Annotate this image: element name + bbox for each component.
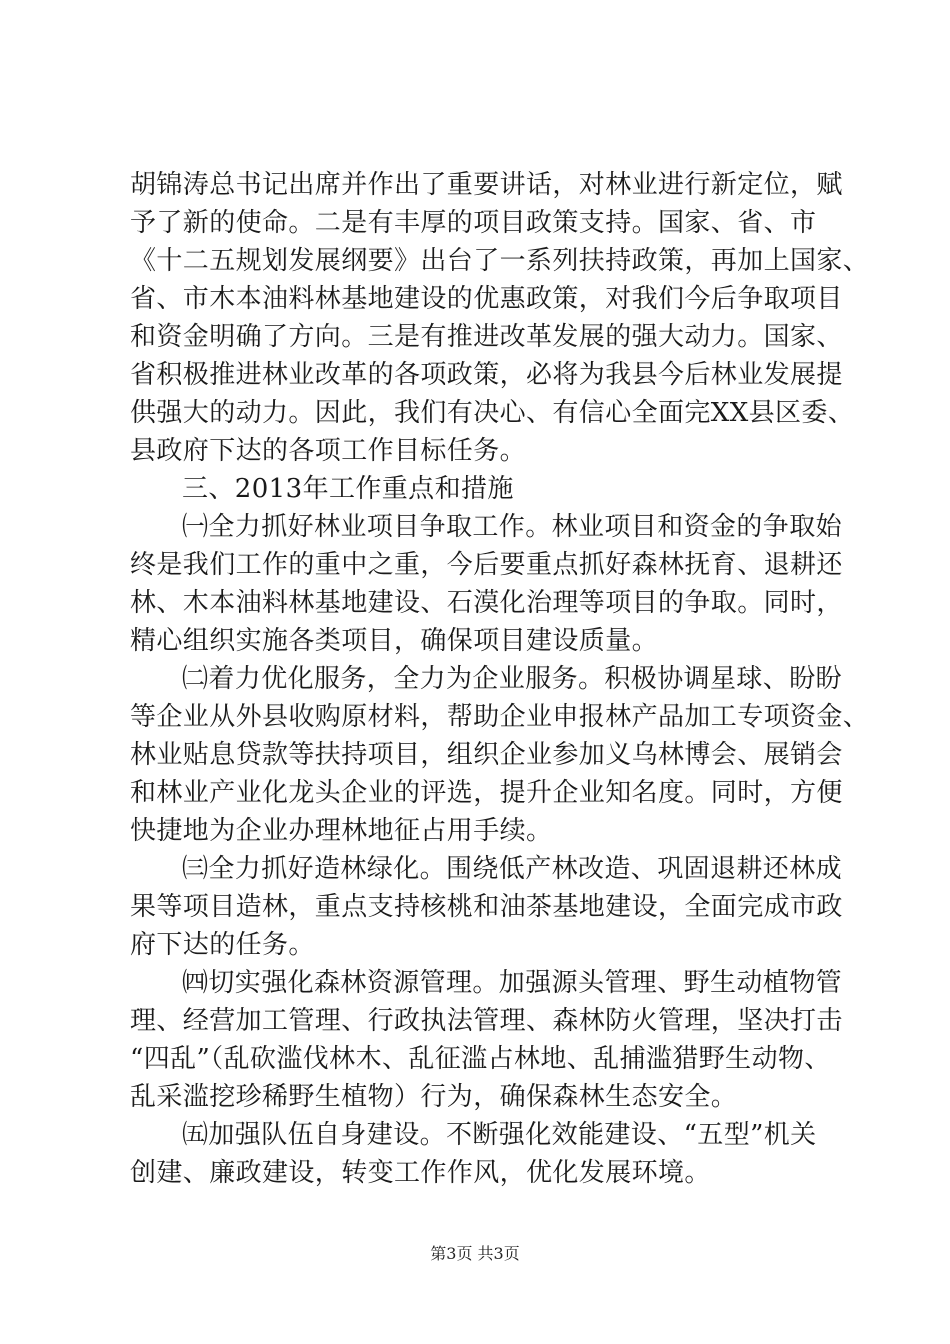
- text-line: 和林业产业化龙头企业的评选，提升企业知名度。同时，方便: [130, 778, 843, 808]
- text-line: 快捷地为企业办理林地征占用手续。: [130, 816, 553, 846]
- text-line: 精心组织实施各类项目，确保项目建设质量。: [130, 626, 659, 656]
- text-line: 三、2013年工作重点和措施: [182, 474, 514, 504]
- text-line: 乱采滥挖珍稀野生植物）行为，确保森林生态安全。: [130, 1082, 738, 1112]
- text-line: 和资金明确了方向。三是有推进改革发展的强大动力。国家、: [130, 322, 843, 352]
- document-body: [130, 166, 870, 1192]
- text-line: 省积极推进林业改革的各项政策，必将为我县今后林业发展提: [130, 360, 843, 390]
- text-line: 果等项目造林，重点支持核桃和油茶基地建设，全面完成市政: [130, 892, 843, 922]
- text-line: 府下达的任务。: [130, 930, 315, 960]
- text-line: 予了新的使命。二是有丰厚的项目政策支持。国家、省、市: [130, 208, 817, 238]
- text-line: ㈣切实强化森林资源管理。加强源头管理、野生动植物管: [182, 968, 843, 998]
- text-line: 省、市木本油料林基地建设的优惠政策，对我们今后争取项目: [130, 284, 843, 314]
- text-line: 县政府下达的各项工作目标任务。: [130, 436, 527, 466]
- text-line: 理、经营加工管理、行政执法管理、森林防火管理，坚决打击: [130, 1006, 843, 1036]
- text-line: ㈤加强队伍自身建设。不断强化效能建设、“五型”机关: [182, 1120, 817, 1150]
- text-line: 等企业从外县收购原材料，帮助企业申报林产品加工专项资金、: [130, 702, 870, 732]
- text-line: ㈠全力抓好林业项目争取工作。林业项目和资金的争取始: [182, 512, 843, 542]
- text-line: ㈡着力优化服务，全力为企业服务。积极协调星球、盼盼: [182, 664, 843, 694]
- text-line: “四乱”（乱砍滥伐林木、乱征滥占林地、乱捕滥猎野生动物、: [130, 1044, 831, 1074]
- text-line: 《十二五规划发展纲要》出台了一系列扶持政策，再加上国家、: [130, 246, 870, 276]
- text-line: 供强大的动力。因此，我们有决心、有信心全面完XX县区委、: [130, 398, 855, 428]
- page-footer: 第3页 共3页: [430, 1244, 520, 1263]
- text-line: 胡锦涛总书记出席并作出了重要讲话，对林业进行新定位，赋: [130, 170, 843, 200]
- text-line: 林、木本油料林基地建设、石漠化治理等项目的争取。同时，: [130, 588, 843, 618]
- text-line: 终是我们工作的重中之重，今后要重点抓好森林抚育、退耕还: [130, 550, 843, 580]
- text-line: ㈢全力抓好造林绿化。围绕低产林改造、巩固退耕还林成: [182, 854, 843, 884]
- text-line: 创建、廉政建设，转变工作作风，优化发展环境。: [130, 1158, 711, 1188]
- text-line: 林业贴息贷款等扶持项目，组织企业参加义乌林博会、展销会: [130, 740, 843, 770]
